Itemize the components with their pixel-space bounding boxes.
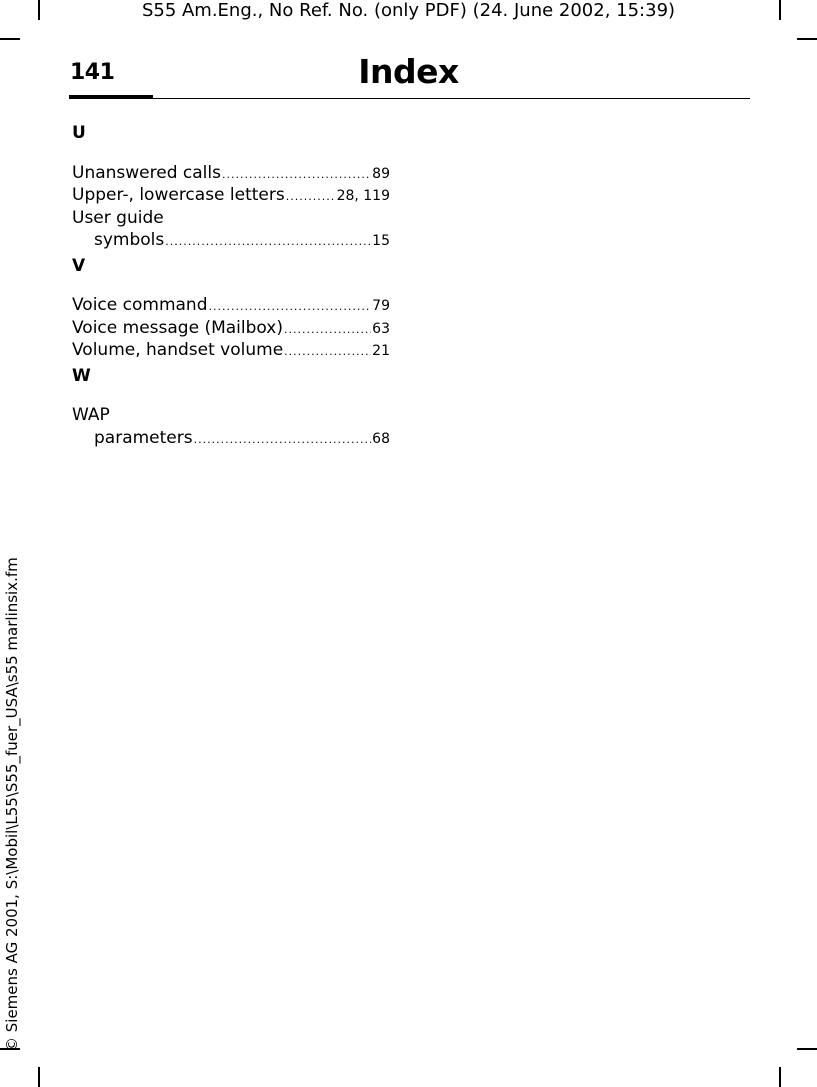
page-ref: 79 [372, 298, 390, 314]
index-term: parameters [94, 427, 193, 448]
index-term: WAP [72, 405, 110, 425]
index-entry [72, 339, 390, 362]
leader-dots [222, 164, 371, 187]
page-ref: 15 [372, 233, 390, 249]
page-ref: 21 [372, 343, 390, 359]
file-info-header: S55 Am.Eng., No Ref. No. (only PDF) (24. June 2002, 15:39) [141, 0, 676, 21]
page-number: 141 [70, 60, 115, 85]
leader-dots [209, 296, 372, 319]
leader-dots [284, 341, 371, 364]
index-list [72, 122, 390, 449]
leader-dots [284, 319, 371, 342]
leader-dots [165, 231, 371, 254]
index-subentry [72, 229, 390, 252]
crop-mark-bottom-left [38, 1067, 40, 1087]
crop-mark-top-left-h [0, 38, 20, 40]
page-ref: 63 [372, 320, 390, 337]
index-term: Unanswered calls [72, 162, 221, 183]
index-term: Upper-, lowercase letters [72, 185, 285, 205]
index-term: Voice command [72, 295, 208, 315]
index-entry [72, 317, 390, 340]
index-letter-v: V [72, 255, 86, 276]
index-letter-u: U [72, 123, 86, 143]
index-entry [72, 162, 390, 185]
page-title: Index [358, 52, 459, 91]
crop-mark-bottom-right [779, 1067, 781, 1087]
index-letter-w: W [72, 365, 91, 386]
page-ref: 68 [372, 430, 390, 447]
leader-dots [194, 429, 372, 452]
page-ref: 28, 119 [336, 188, 390, 204]
crop-mark-bottom-right-h [797, 1048, 817, 1050]
leader-dots [286, 186, 336, 209]
index-entry [72, 184, 390, 207]
header-rule [69, 98, 750, 99]
index-term: User guide [72, 207, 164, 228]
index-term: symbols [94, 230, 165, 250]
page-ref: 89 [372, 165, 390, 182]
index-term: Voice message (Mailbox) [72, 317, 283, 338]
index-subentry [72, 427, 390, 450]
copyright-sidebar: © Siemens AG 2001, S:\Mobil\L55\S55_fuer_USA\s55 marlinsix.fm [3, 557, 21, 1052]
index-term: Volume, handset volume [72, 340, 284, 360]
crop-mark-top-right-h [797, 38, 817, 40]
index-entry [72, 294, 390, 317]
